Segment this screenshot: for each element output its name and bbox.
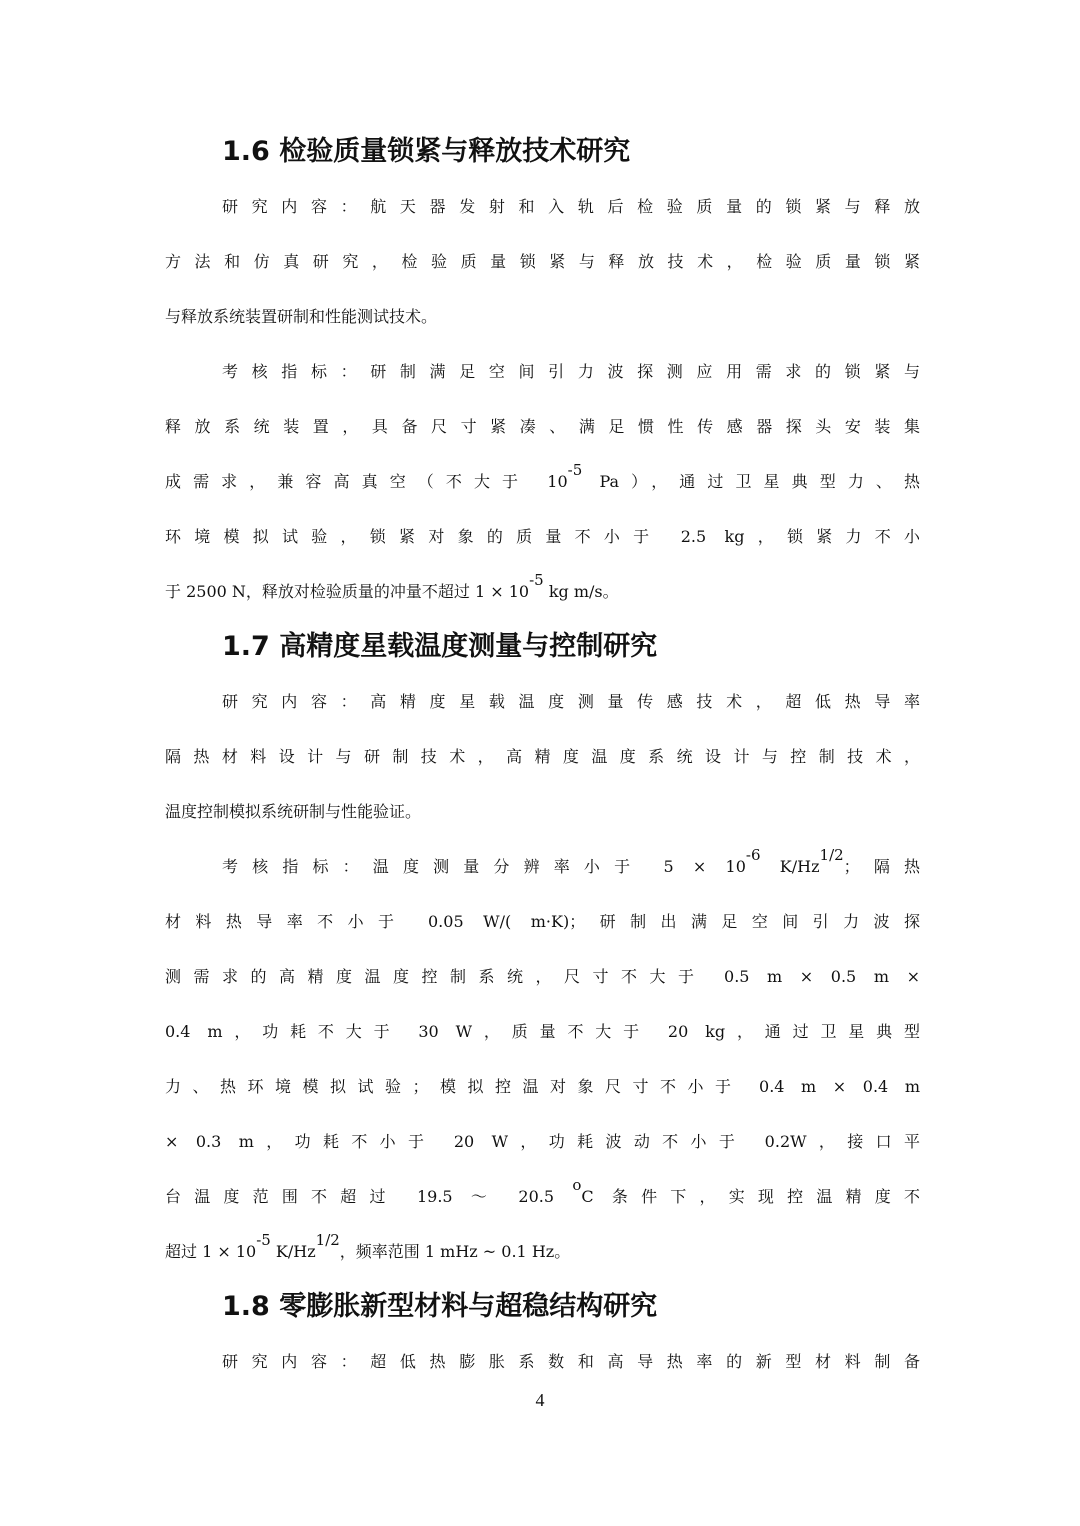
section-heading-1-6: 1.6 检验质量锁紧与释放技术研究 — [222, 136, 631, 167]
text-fragment: Pa），通过卫星典型力、热 — [582, 472, 920, 491]
text-line: 研究内容：超低热膨胀系数和高导热率的新型材料制备 — [222, 1352, 920, 1371]
text-line: 力、热环境模拟试验；模拟控温对象尺寸不小于 0.4 m × 0.4 m — [165, 1077, 920, 1096]
text-fragment: 台温度范围不超过 19.5 ～ 20.5 — [165, 1187, 573, 1206]
research-content-1-8 — [165, 1334, 920, 1389]
text-line: 研究内容：航天器发射和入轨后检验质量的锁紧与释放 — [222, 197, 920, 216]
text-fragment: K/Hz — [270, 1242, 316, 1261]
text-line: 环境模拟试验，锁紧对象的质量不小于 2.5 kg，锁紧力不小 — [165, 527, 920, 546]
superscript: o — [572, 1176, 582, 1194]
superscript: -5 — [529, 571, 544, 589]
text-line: 测需求的高精度温度控制系统，尺寸不大于 0.5 m × 0.5 m × — [165, 967, 920, 986]
text-line: 与释放系统装置研制和性能测试技术。 — [165, 307, 438, 326]
superscript: 1/2 — [819, 846, 844, 864]
text-fragment: 超过 1 × 10 — [165, 1242, 257, 1261]
text-line-vacuum — [165, 454, 920, 509]
text-fragment: kg m/s。 — [543, 582, 619, 601]
section-heading-1-7: 1.7 高精度星载温度测量与控制研究 — [222, 631, 658, 662]
research-content-1-7 — [165, 674, 920, 839]
text-line: 研究内容：高精度星载温度测量传感技术，超低热导率 — [222, 692, 920, 711]
superscript: -5 — [567, 461, 583, 479]
superscript: -6 — [745, 846, 761, 864]
text-line: 方法和仿真研究，检验质量锁紧与释放技术，检验质量锁紧 — [165, 252, 920, 271]
text-line: 释放系统装置，具备尺寸紧凑、满足惯性传感器探头安装集 — [165, 417, 920, 436]
research-content-1-6 — [165, 179, 920, 344]
text-fragment: K/Hz — [760, 857, 820, 876]
text-line: 0.4 m，功耗不大于 30 W，质量不大于 20 kg，通过卫星典型 — [165, 1022, 920, 1041]
text-line-precision — [165, 1224, 920, 1279]
text-line: 材料热导率不小于 0.05 W/( m·K)；研制出满足空间引力波探 — [165, 912, 920, 931]
page-number: 4 — [535, 1390, 545, 1410]
text-line: × 0.3 m，功耗不小于 20 W，功耗波动不小于 0.2W，接口平 — [165, 1132, 920, 1151]
text-fragment: C 条件下，实现控温精度不 — [581, 1187, 920, 1206]
text-line-temperature — [165, 1169, 920, 1224]
section-heading-1-8: 1.8 零膨胀新型材料与超稳结构研究 — [222, 1291, 658, 1322]
text-line-impulse — [165, 564, 920, 619]
text-line: 温度控制模拟系统研制与性能验证。 — [165, 802, 422, 821]
superscript: -5 — [256, 1231, 271, 1249]
document-body — [165, 124, 920, 1389]
text-fragment: 考核指标：温度测量分辨率小于 5 × 10 — [222, 857, 746, 876]
text-line: 隔热材料设计与研制技术，高精度温度系统设计与控制技术， — [165, 747, 920, 766]
text-fragment: 成需求，兼容高真空（不大于 10 — [165, 472, 568, 491]
text-fragment: 于 2500 N，释放对检验质量的冲量不超过 1 × 10 — [165, 582, 530, 601]
text-fragment: ；隔热 — [843, 857, 920, 876]
superscript: 1/2 — [315, 1231, 340, 1249]
text-line-resolution — [165, 839, 920, 894]
text-fragment: ，频率范围 1 mHz ~ 0.1 Hz。 — [339, 1242, 571, 1261]
assessment-indicators-1-6 — [165, 344, 920, 619]
text-line: 考核指标：研制满足空间引力波探测应用需求的锁紧与 — [222, 362, 920, 381]
assessment-indicators-1-7 — [165, 839, 920, 1279]
